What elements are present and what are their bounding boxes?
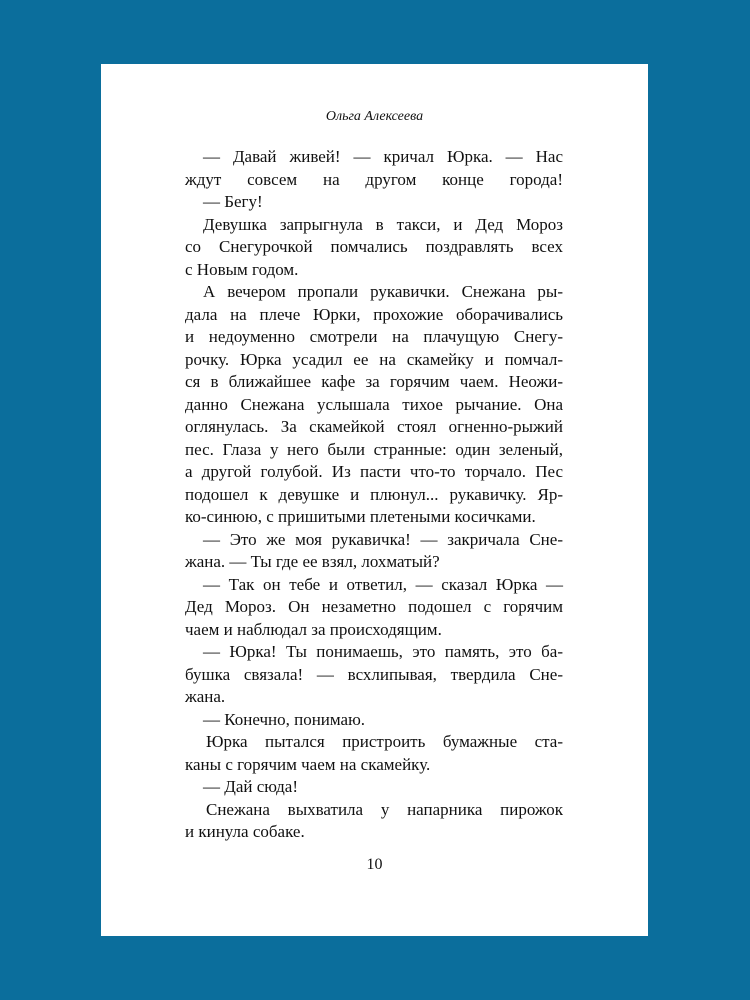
- running-head-author: Ольга Алексеева: [325, 109, 424, 124]
- text-line: каны с горячим чаем на скамейку.: [185, 754, 431, 774]
- text-line: данно Снежана услышала тихое рычание. Она: [185, 394, 563, 414]
- text-line: ждут совсем на другом конце города!: [185, 169, 563, 189]
- text-line: Девушка запрыгнула в такси, и Дед Мороз: [203, 214, 563, 234]
- text-line: ся в ближайшее кафе за горячим чаем. Неожи-: [185, 372, 563, 391]
- text-line: бушка связала! — всхлипывая, твердила Сне-: [185, 664, 563, 684]
- text-line: Дед Мороз. Он незаметно подошел с горячим: [185, 597, 563, 616]
- text-line: — Так он тебе и ответил, — сказал Юрка —: [203, 574, 563, 594]
- text-line: и недоуменно смотрели на плачущую Снегу-: [185, 327, 563, 346]
- text-line: Юрка пытался пристроить бумажные ста-: [206, 732, 563, 751]
- text-line: со Снегурочкой помчались поздравлять всех: [185, 237, 563, 256]
- text-line: и кинула собаке.: [185, 822, 305, 841]
- book-page: [101, 64, 648, 936]
- text-line: ко-синюю, с пришитыми плетеными косичками.: [185, 507, 536, 526]
- text-line: пес. Глаза у него были странные: один зеленый,: [185, 439, 563, 459]
- text-line: — Бегу!: [203, 192, 263, 211]
- text-line: — Дай сюда!: [203, 777, 298, 796]
- text-line: жана. — Ты где ее взял, лохматый?: [185, 552, 440, 571]
- text-line: дала на плече Юрки, прохожие оборачивались: [185, 304, 563, 324]
- text-line: — Конечно, понимаю.: [203, 709, 366, 729]
- text-line: с Новым годом.: [185, 259, 299, 279]
- text-line: Снежана выхватила у напарника пирожок: [206, 799, 563, 819]
- text-line: А вечером пропали рукавички. Снежана ры-: [203, 282, 563, 301]
- text-line: жана.: [185, 687, 226, 706]
- text-line: — Это же моя рукавичка! — закричала Сне-: [203, 529, 563, 549]
- text-line: чаем и наблюдал за происходящим.: [185, 619, 442, 639]
- text-line: — Давай живей! — кричал Юрка. — Нас: [203, 147, 563, 166]
- page-body-text: [185, 146, 563, 844]
- text-line: рочку. Юрка усадил ее на скамейку и помчал-: [185, 349, 563, 369]
- text-line: подошел к девушке и плюнул... рукавичку. Яр-: [185, 484, 563, 504]
- page-number: 10: [366, 856, 383, 873]
- text-line: оглянулась. За скамейкой стоял огненно-рыжий: [185, 417, 563, 436]
- text-line: а другой голубой. Из пасти что-то торчало. Пес: [185, 462, 563, 481]
- text-line: — Юрка! Ты понимаешь, это память, это ба-: [203, 642, 563, 661]
